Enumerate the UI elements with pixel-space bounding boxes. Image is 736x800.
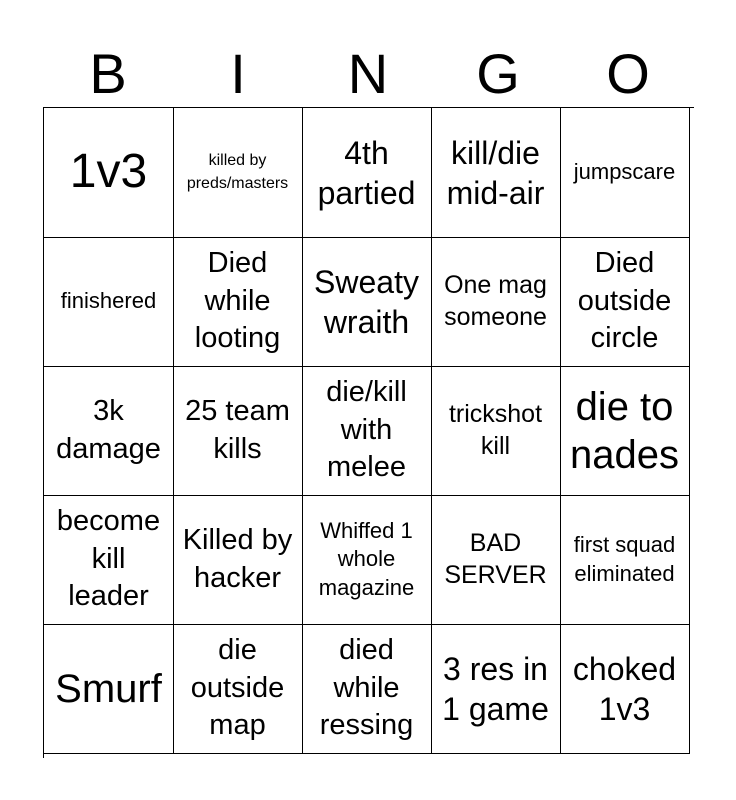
bingo-cell[interactable]: Sweaty wraith (302, 237, 432, 367)
title-letter-n: N (347, 42, 389, 105)
bingo-cell[interactable]: killed by preds/masters (173, 108, 303, 238)
bingo-cell[interactable]: 1v3 (44, 108, 174, 238)
bingo-cell[interactable]: 4th partied (302, 108, 432, 238)
bingo-cell[interactable]: BAD SERVER (431, 495, 561, 625)
bingo-cell[interactable]: Died while looting (173, 237, 303, 367)
title-letter-i: I (230, 42, 246, 105)
title-letter-g: G (476, 42, 520, 105)
bingo-cell[interactable]: 25 team kills (173, 366, 303, 496)
bingo-cell[interactable]: 3k damage (44, 366, 174, 496)
bingo-title (43, 40, 693, 108)
bingo-cell[interactable]: die/kill with melee (302, 366, 432, 496)
bingo-cell[interactable]: choked 1v3 (560, 624, 690, 754)
bingo-cell[interactable]: Whiffed 1 whole magazine (302, 495, 432, 625)
bingo-cell[interactable]: Smurf (44, 624, 174, 754)
title-letter-b: B (89, 42, 127, 105)
bingo-grid (43, 107, 694, 758)
bingo-cell[interactable]: jumpscare (560, 108, 690, 238)
bingo-cell[interactable]: die outside map (173, 624, 303, 754)
bingo-cell[interactable]: become kill leader (44, 495, 174, 625)
bingo-cell[interactable]: 3 res in 1 game (431, 624, 561, 754)
bingo-cell[interactable]: kill/die mid-air (431, 108, 561, 238)
bingo-cell[interactable]: Died outside circle (560, 237, 690, 367)
bingo-cell[interactable]: One mag someone (431, 237, 561, 367)
bingo-cell[interactable]: finishered (44, 237, 174, 367)
bingo-cell[interactable]: died while ressing (302, 624, 432, 754)
bingo-cell[interactable]: first squad eliminated (560, 495, 690, 625)
title-letter-o: O (606, 42, 650, 105)
bingo-cell[interactable]: trickshot kill (431, 366, 561, 496)
bingo-cell[interactable]: die to nades (560, 366, 690, 496)
bingo-cell[interactable]: Killed by hacker (173, 495, 303, 625)
